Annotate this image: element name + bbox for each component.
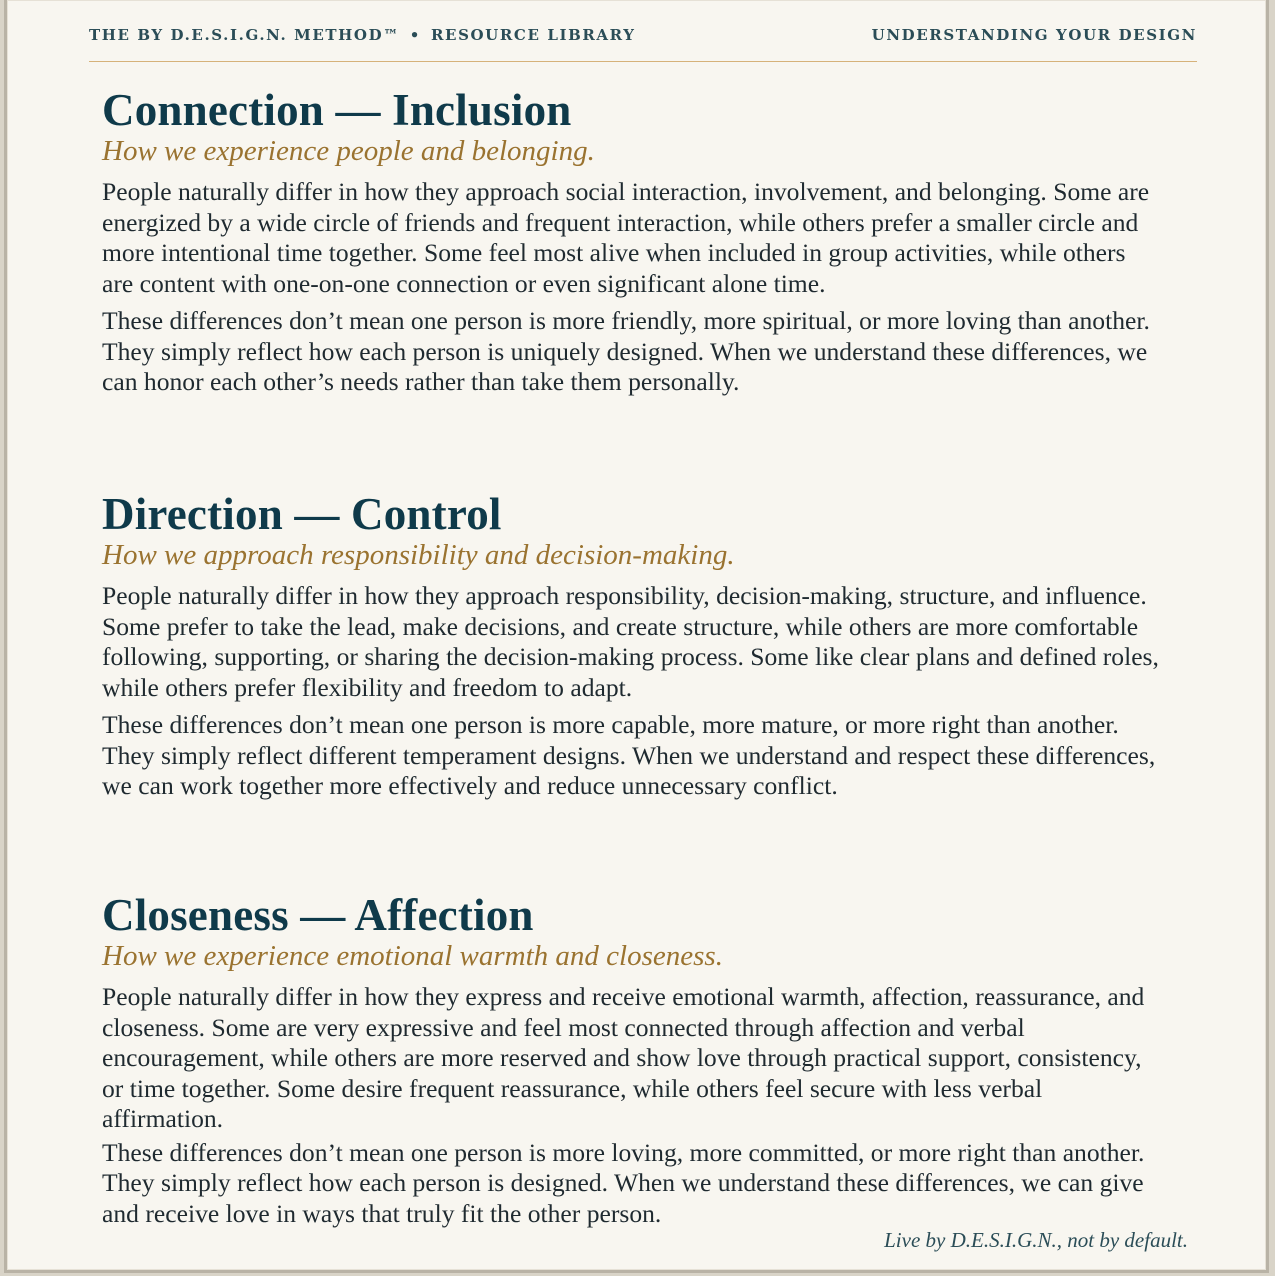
section-closeness-affection xyxy=(102,892,1162,1229)
header-section: RESOURCE LIBRARY xyxy=(430,26,636,44)
section-paragraph: These differences don’t mean one person is more capable, more mature, or more right than another. They simply reflect different temperament designs. When we understand and respect these differences, we can work together more effectively and reduce unnecessary conflict. xyxy=(102,710,1156,800)
section-direction-control xyxy=(102,491,1162,802)
footer-tagline: Live by D.E.S.I.G.N., not by default. xyxy=(884,1228,1188,1252)
section-subtitle: How we experience emotional warmth and closeness. xyxy=(102,940,723,972)
section-title: Connection — Inclusion xyxy=(102,85,572,135)
header-separator: • xyxy=(409,26,421,44)
header-right-title: UNDERSTANDING YOUR DESIGN xyxy=(871,26,1197,44)
section-title: Direction — Control xyxy=(102,489,502,539)
section-title: Closeness — Affection xyxy=(102,890,534,940)
section-paragraph: People naturally differ in how they approach social interaction, involvement, and belonging. Some are energized by a wide circle of friends and frequent interaction, while others prefer a smaller circle and more intentional time together. Some feel most alive when included in group activities, while others are content with one-on-one connection or even significant alone time. xyxy=(102,177,1150,298)
section-subtitle: How we approach responsibility and decision-making. xyxy=(102,539,735,571)
section-paragraph: These differences don’t mean one person is more loving, more committed, or more right than another. They simply reflect how each person is designed. When we understand these differences, we can give and receive love in ways that truly fit the other person. xyxy=(102,1137,1145,1228)
document-page xyxy=(4,0,1269,1273)
section-paragraph: People naturally differ in how they express and receive emotional warmth, affection, reassurance, and closeness. Some are very expressive and feel most connected through affection and verbal encouragement, while others are more reserved and show love through practical support, consistency, or time together. Some desire frequent reassurance, while others feel secure with less verbal affirmation. xyxy=(102,982,1145,1133)
header-left xyxy=(89,26,636,44)
section-paragraph: These differences don’t mean one person is more friendly, more spiritual, or more loving than another. They simply reflect how each person is uniquely designed. When we understand these differences, we can honor each other’s needs rather than take them personally. xyxy=(102,306,1150,396)
section-subtitle: How we experience people and belonging. xyxy=(102,135,595,167)
header-brand: THE BY D.E.S.I.G.N. METHOD™ xyxy=(89,26,400,44)
section-connection-inclusion xyxy=(102,87,1162,398)
page-header xyxy=(89,26,1197,48)
header-divider xyxy=(89,61,1197,62)
section-paragraph: People naturally differ in how they approach responsibility, decision-making, structure, and influence. Some prefer to take the lead, make decisions, and create structure, while others are more comfortable following, supporting, or sharing the decision-making process. Some like clear plans and defined roles, while others prefer flexibility and freedom to adapt. xyxy=(102,581,1159,702)
